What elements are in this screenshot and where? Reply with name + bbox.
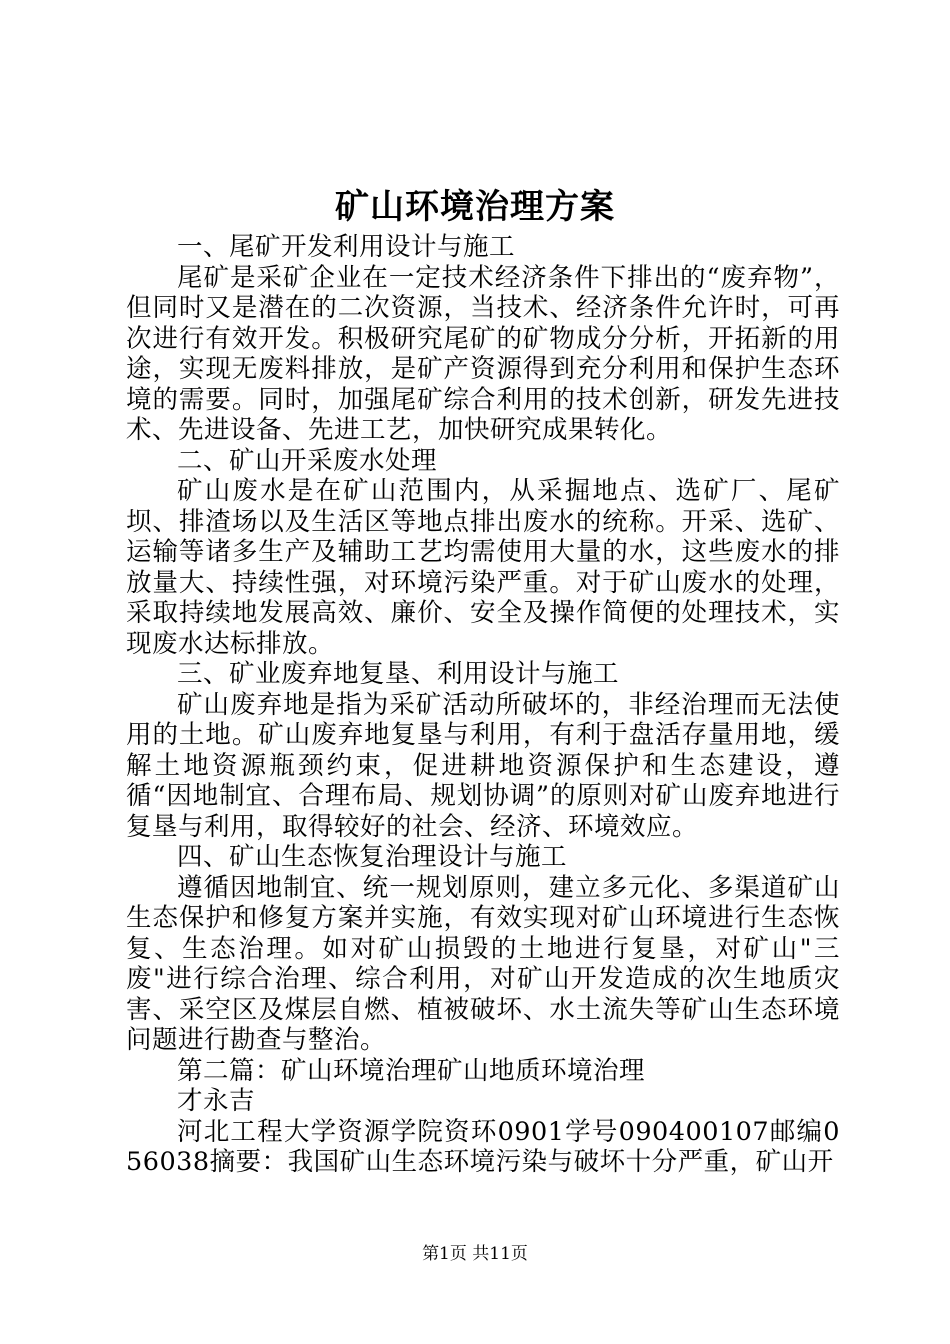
page-footer: 第1页 共11页 <box>422 1244 528 1264</box>
section-heading-2: 二、矿山开采废水处理 <box>177 445 438 476</box>
second-article-heading: 第二篇：矿山环境治理矿山地质环境治理 <box>177 1055 646 1086</box>
paragraph-tailings: 尾矿是采矿企业在一定技术经济条件下排出的“废弃物”，但同时又是潜在的二次资源，当技术、经济条件允许时，可再次进行有效开发。积极研究尾矿的矿物成分分析，开拓新的用途，实现无废料排放，是矿产资源得到充分利用和保护生态环境的需要。同时，加强尾矿综合利用的技术创新，研发先进技术、先进设备、先进工艺，加快研究成果转化。 <box>126 262 840 445</box>
author-name: 才永吉 <box>177 1086 256 1116</box>
section-heading-1: 一、尾矿开发利用设计与施工 <box>177 232 516 262</box>
section-heading-4: 四、矿山生态恢复治理设计与施工 <box>177 842 568 872</box>
paragraph-ecology: 遵循因地制宜、统一规划原则，建立多元化、多渠道矿山生态保护和修复方案并实施，有效实现对矿山环境进行生态恢复、生态治理。如对矿山损毁的土地进行复垦，对矿山"三废"进行综合治理、综合利用，对矿山开发造成的次生地质灾害、采空区及煤层自燃、植被破坏、水土流失等矿山生态环境问题进行勘查与整治。 <box>126 872 840 1055</box>
paragraph-wasteland: 矿山废弃地是指为采矿活动所破坏的，非经治理而无法使用的土地。矿山废弃地复垦与利用，有利于盘活存量用地，缓解土地资源瓶颈约束，促进耕地资源保护和生态建设，遵循“因地制宜、合理布局、规划协调”的原则对矿山废弃地进行复垦与利用，取得较好的社会、经济、环境效应。 <box>126 689 840 842</box>
document-body <box>126 232 840 1178</box>
document-title: 矿山环境治理方案 <box>335 187 615 227</box>
paragraph-wastewater: 矿山废水是在矿山范围内，从采掘地点、选矿厂、尾矿坝、排渣场以及生活区等地点排出废水的统称。开采、选矿、运输等诸多生产及辅助工艺均需使用大量的水，这些废水的排放量大、持续性强，对环境污染严重。对于矿山废水的处理，采取持续地发展高效、廉价、安全及操作简便的处理技术，实现废水达标排放。 <box>126 476 840 659</box>
author-affiliation-abstract: 河北工程大学资源学院资环0901学号090400107邮编056038摘要：我国矿山生态环境污染与破坏十分严重，矿山开 <box>126 1116 840 1177</box>
section-heading-3: 三、矿业废弃地复垦、利用设计与施工 <box>177 659 620 689</box>
